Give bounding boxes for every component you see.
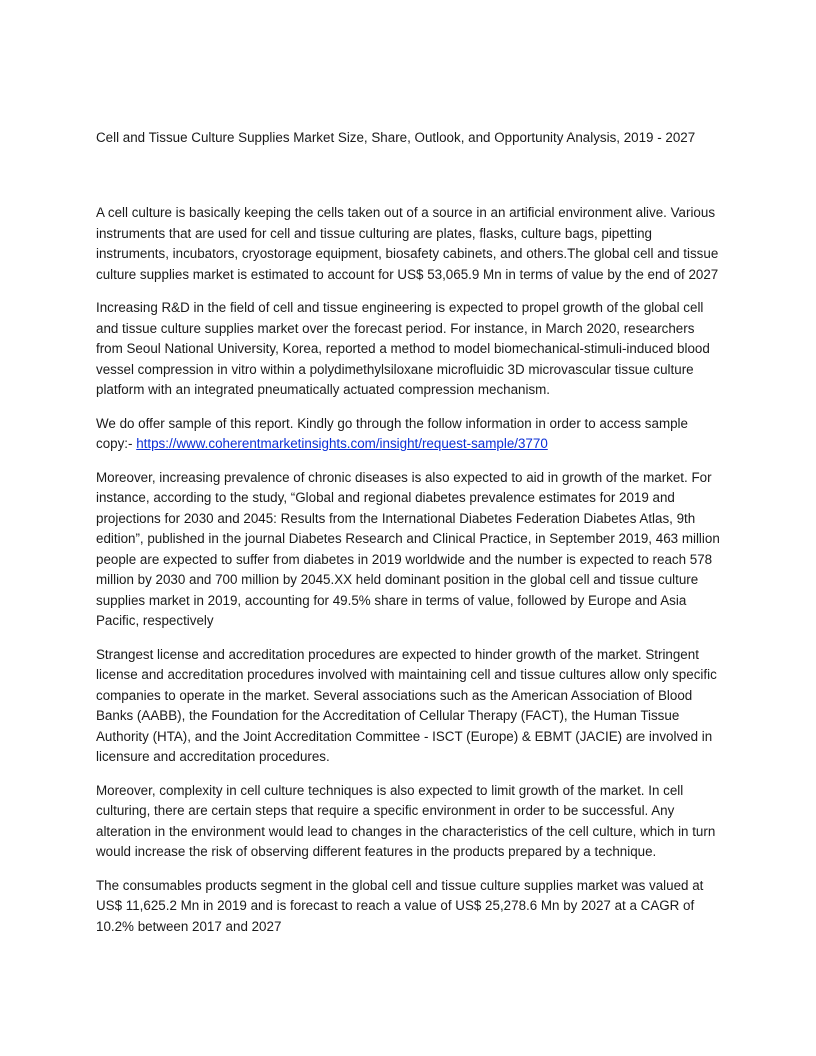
paragraph-complexity: Moreover, complexity in cell culture techniques is also expected to limit growth of the market. In cell culturing, there are certain steps that require a specific environment in order to be successful. Any alteration in the environment would lead to changes in the characteristics of the cell culture, which in turn would increase the risk of observing different features in the products prepared by a technique. xyxy=(96,782,716,859)
paragraph-rnd: Increasing R&D in the field of cell and tissue engineering is expected to propel growth of the global cell and tissue culture supplies market over the forecast period. For instance, in March 2020, researchers from Seoul National University, Korea, reported a method to model biomechanical-stimuli-induced blood vessel compression in vitro within a polydimethylsiloxane microfluidic 3D microvascular tissue culture platform with an integrated pneumatically actuated compression mechanism. xyxy=(96,300,710,397)
paragraph-chronic-diseases: Moreover, increasing prevalence of chronic diseases is also expected to aid in growth of the market. For instance, according to the study, “Global and regional diabetes prevalence estimates for 2019 and projections for 2030 and 2045: Results from the International Diabetes Federation Diabetes Atlas, 9th edition”, published in the journal Diabetes Research and Clinical Practice, in September 2019, 463 million people are expected to suffer from diabetes in 2019 worldwide and the number is expected to reach 578 million by 2030 and 700 million by 2045.XX held dominant position in the global cell and tissue culture supplies market in 2019, accounting for 49.5% share in terms of value, followed by Europe and Asia Pacific, respectively xyxy=(96,469,720,628)
document-title: Cell and Tissue Culture Supplies Market Size, Share, Outlook, and Opportunity Analysis, 2019 - 2027 xyxy=(96,130,696,145)
document-page xyxy=(96,128,722,950)
paragraph-consumables: The consumables products segment in the global cell and tissue culture supplies market was valued at US$ 11,625.2 Mn in 2019 and is forecast to reach a value of US$ 25,278.6 Mn by 2027 at a CAGR of 10.2% between 2017 and 2027 xyxy=(96,877,704,934)
paragraph-license: Strangest license and accreditation procedures are expected to hinder growth of the market. Stringent license and accreditation procedures involved with maintaining cell and tissue cultures allow only specific companies to operate in the market. Several associations such as the American Association of Blood Banks (AABB), the Foundation for the Accreditation of Cellular Therapy (FACT), the Human Tissue Authority (HTA), and the Joint Accreditation Committee - ISCT (Europe) & EBMT (JACIE) are involved in licensure and accreditation procedures. xyxy=(96,646,717,764)
sample-text: We do offer sample of this report. Kindly go through the follow information in order to access sample copy:- xyxy=(96,415,688,451)
paragraph-sample xyxy=(96,414,722,455)
sample-request-link[interactable]: https://www.coherentmarketinsights.com/insight/request-sample/3770 xyxy=(136,436,548,451)
paragraph-intro: A cell culture is basically keeping the cells taken out of a source in an artificial environment alive. Various instruments that are used for cell and tissue culturing are plates, flasks, culture bags, pipetting instruments, incubators, cryostorage equipment, biosafety cabinets, and others.The global cell and tissue culture supplies market is estimated to account for US$ 53,065.9 Mn in terms of value by the end of 2027 xyxy=(96,205,719,282)
